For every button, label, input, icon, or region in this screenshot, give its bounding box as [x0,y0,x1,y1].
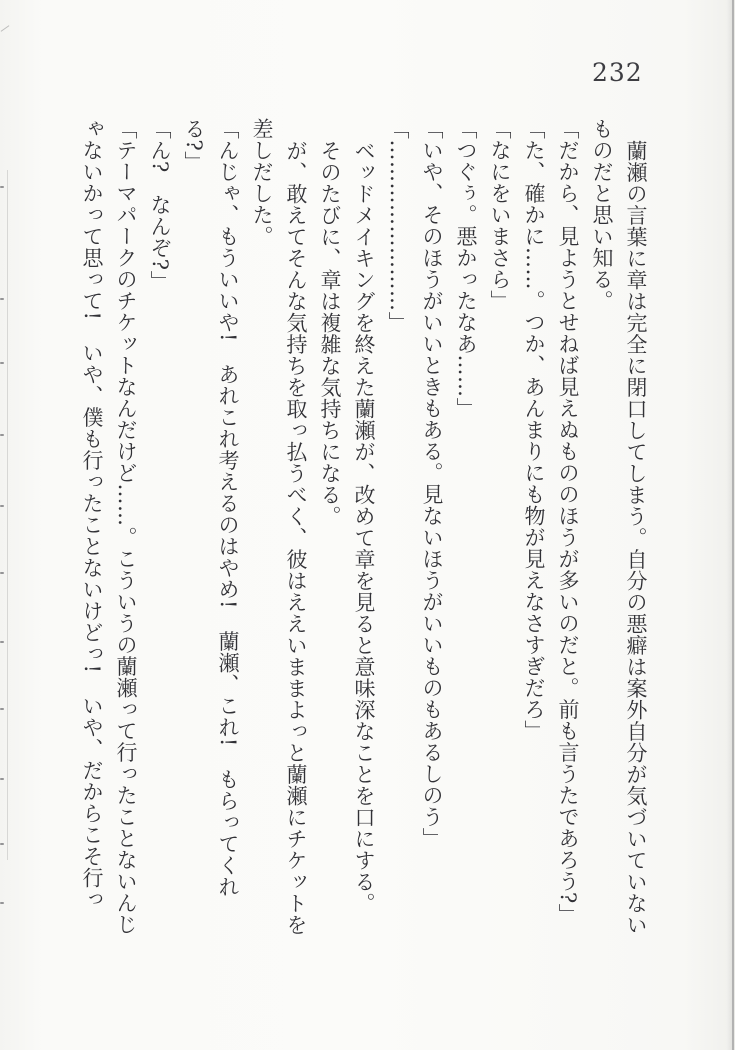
text-column-8: 「……………………」 [386,118,410,333]
edge-speck [0,186,4,188]
edge-speck [0,298,4,300]
page-number: 232 [592,58,643,87]
text-column-1: 蘭瀬の言葉に章は完全に閉口してしまう。自分の悪癖は案外自分が気づいていない [624,140,648,936]
text-column-16: 「テーマパークのチケットなんだけど……。こういうの蘭瀬って行ったことないんじ [114,118,138,935]
edge-speck [0,505,4,507]
text-column-7: 「いや、そのほうがいいときもある。見ないほうがいいものもあるしのう」 [420,118,444,849]
text-column-4: 「た、確かに……。つか、あんまりにも物が見えなさすぎだろ」 [522,118,546,742]
text-column-17: ゃないかって思って! いや、僕も行ったことないけどっ! いや、だからこそ行っ [80,118,104,910]
edge-speck [0,572,4,574]
edge-speck [0,843,4,845]
edge-speck [0,778,4,780]
edge-speck [0,434,4,436]
text-column-9: ベッドメイキングを終えた蘭瀬が、改めて章を見ると意味深なことを口にする。 [352,140,376,914]
text-column-5: 「なにをいまさら」 [488,118,512,312]
text-column-13: 「んじゃ、もういいや! あれこれ考えるのはやめ! 蘭瀬、これ! もらってくれ [216,118,240,898]
text-column-11: が、敢えてそんな気持ちを取っ払うべく、彼はええいままよっと蘭瀬にチケットを [284,140,308,936]
edge-line-left [7,170,8,860]
text-block [75,118,653,952]
edge-speck [0,902,4,904]
edge-speck [0,362,4,364]
text-column-14: る?」 [182,118,206,173]
edge-speck [0,641,4,643]
edge-speck [0,708,4,710]
text-column-6: 「つぐぅ。悪かったなあ……」 [454,118,478,419]
text-column-12: 差しだした。 [250,118,274,247]
text-column-2: ものだと思い知る。 [590,118,614,312]
text-column-10: そのたびに、章は複雑な気持ちになる。 [318,140,342,527]
page-edge-line-right [732,0,734,1050]
text-column-3: 「だから、見ようとせねば見えぬもののほうが多いのだと。前も言うたであろう?」 [556,118,580,926]
text-column-15: 「ん? なんぞ?」 [148,118,172,293]
edge-mark [1,25,10,32]
